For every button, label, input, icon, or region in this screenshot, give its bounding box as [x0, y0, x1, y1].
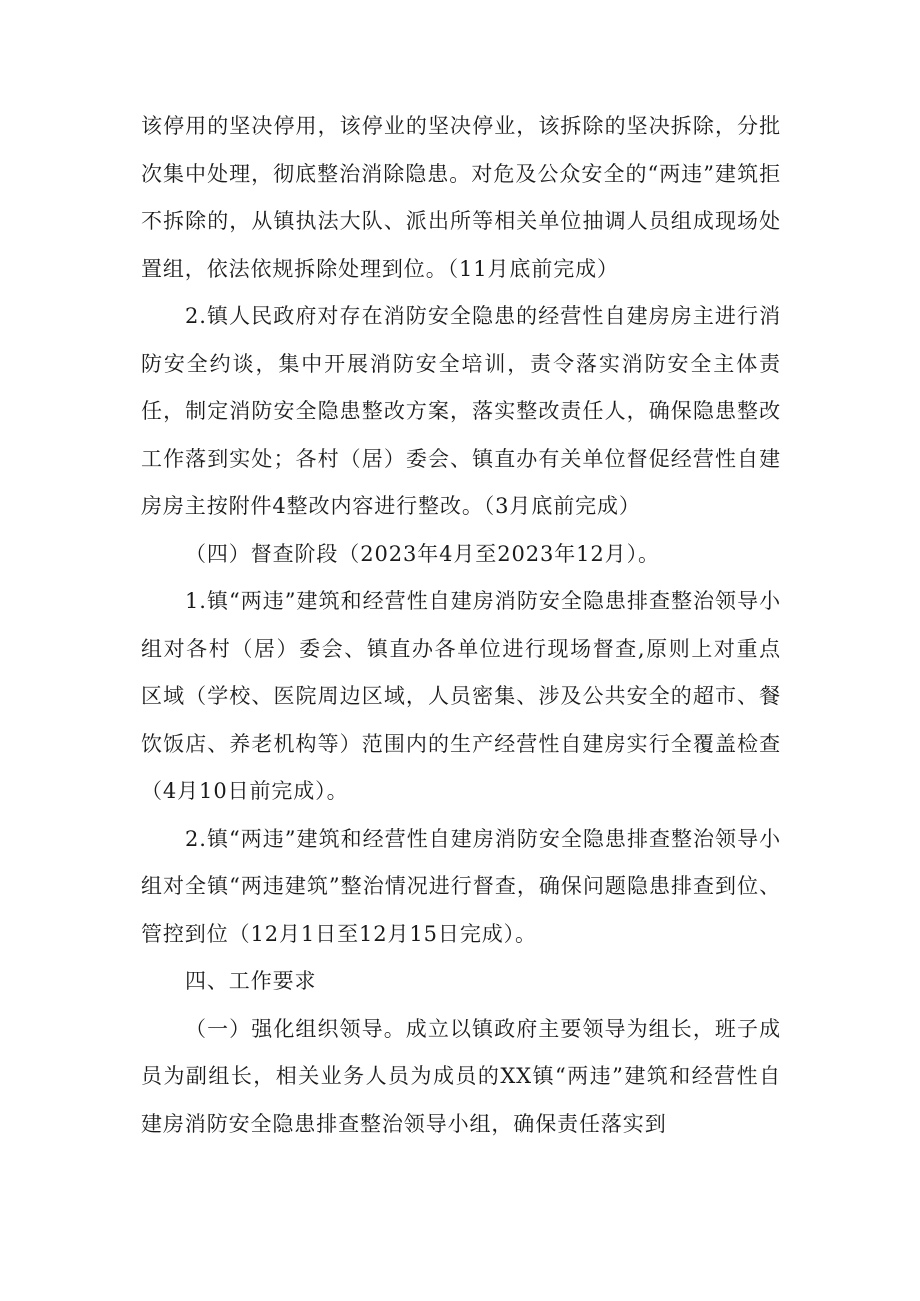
paragraph-item-2: 2.镇人民政府对存在消防安全隐患的经营性自建房房主进行消防安全约谈，集中开展消防安全培训，责令落实消防安全主体责任，制定消防安全隐患整改方案，落实整改责任人，确保隐患整改工作落到实处；各村（居）委会、镇直办有关单位督促经营性自建房房主按附件4整改内容进行整改。（3月底前完成） — [141, 304, 781, 518]
paragraph-continuation: 该停用的坚决停用，该停业的坚决停业，该拆除的坚决拆除，分批次集中处理，彻底整治消除隐患。对危及公众安全的“两违”建筑拒不拆除的，从镇执法大队、派出所等相关单位抽调人员组成现场处置组，依法依规拆除处理到位。（11月底前完成） — [141, 114, 781, 281]
paragraph-supervision-item-2: 2.镇“两违”建筑和经营性自建房消防安全隐患排查整治领导小组对全镇“两违建筑”整治情况进行督查，确保问题隐患排查到位、管控到位（12月1日至12月15日完成）。 — [141, 826, 781, 946]
paragraph-supervision-item-1: 1.镇“两违”建筑和经营性自建房消防安全隐患排查整治领导小组对各村（居）委会、镇直办各单位进行现场督查,原则上对重点区域（学校、医院周边区域，人员密集、涉及公共安全的超市、餐饮饭店、养老机构等）范围内的生产经营性自建房实行全覆盖检查（4月10日前完成）。 — [141, 589, 781, 803]
section-heading-work-requirements: 四、工作要求 — [185, 969, 317, 993]
document-page — [141, 103, 781, 1148]
paragraph-organization-leadership: （一）强化组织领导。成立以镇政府主要领导为组长，班子成员为副组长，相关业务人员为成员的XX镇“两违”建筑和经营性自建房消防安全隐患排查整治领导小组，确保责任落实到 — [141, 1016, 781, 1136]
section-heading-supervision: （四）督查阶段（2023年4月至2023年12月）。 — [185, 541, 660, 566]
